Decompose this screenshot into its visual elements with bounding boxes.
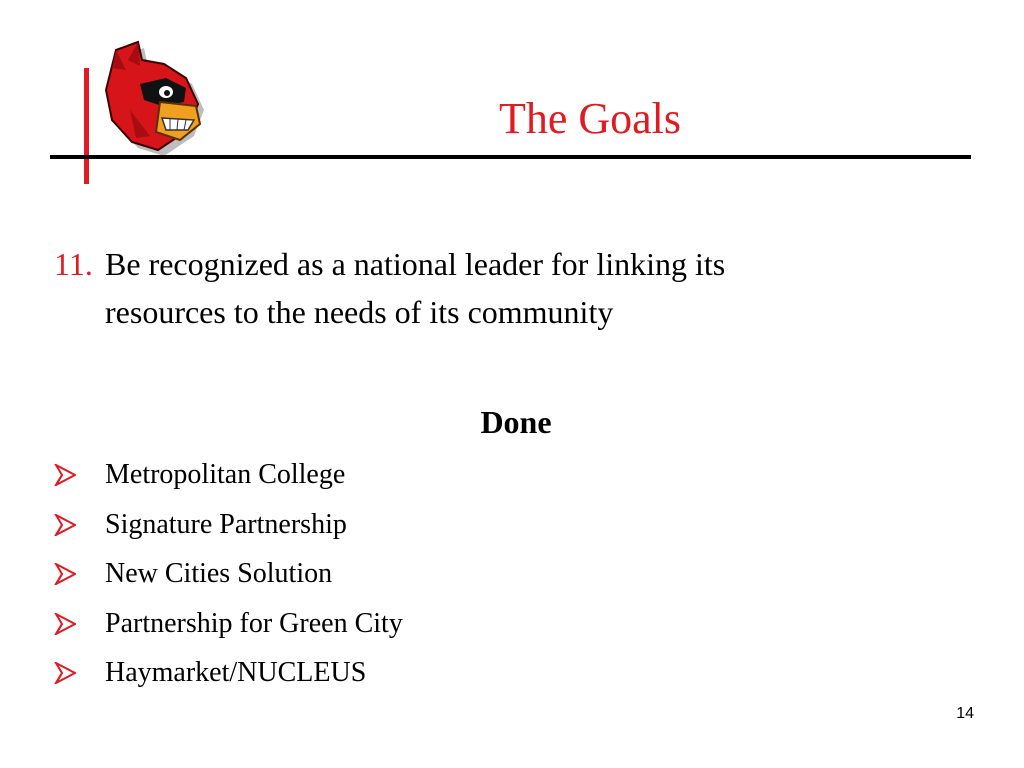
arrowhead-bullet-icon: [54, 514, 76, 536]
goal-text-line-1: Be recognized as a national leader for linking its: [105, 246, 726, 282]
list-item-text: Signature Partnership: [105, 508, 347, 540]
list-item-text: Haymarket/NUCLEUS: [105, 657, 367, 688]
done-heading: Done: [480, 404, 552, 440]
arrowhead-bullet-icon: [54, 662, 76, 684]
goal-text-line-2: resources to the needs of its community: [105, 294, 614, 330]
red-vertical-rule: [84, 68, 89, 184]
slide-title: The Goals: [498, 94, 682, 143]
list-item-text: Metropolitan College: [105, 459, 346, 490]
list-item-text: New Cities Solution: [105, 558, 333, 589]
goal-number: 11.: [54, 246, 93, 282]
title-underline: [50, 155, 971, 159]
arrowhead-bullet-icon: [54, 464, 76, 486]
page-number: 14: [956, 705, 974, 722]
arrowhead-bullet-icon: [54, 613, 76, 635]
cardinal-mascot-icon: [100, 40, 204, 158]
arrowhead-bullet-icon: [54, 563, 76, 585]
list-item-text: Partnership for Green City: [105, 607, 403, 639]
goal-text: [105, 240, 885, 336]
